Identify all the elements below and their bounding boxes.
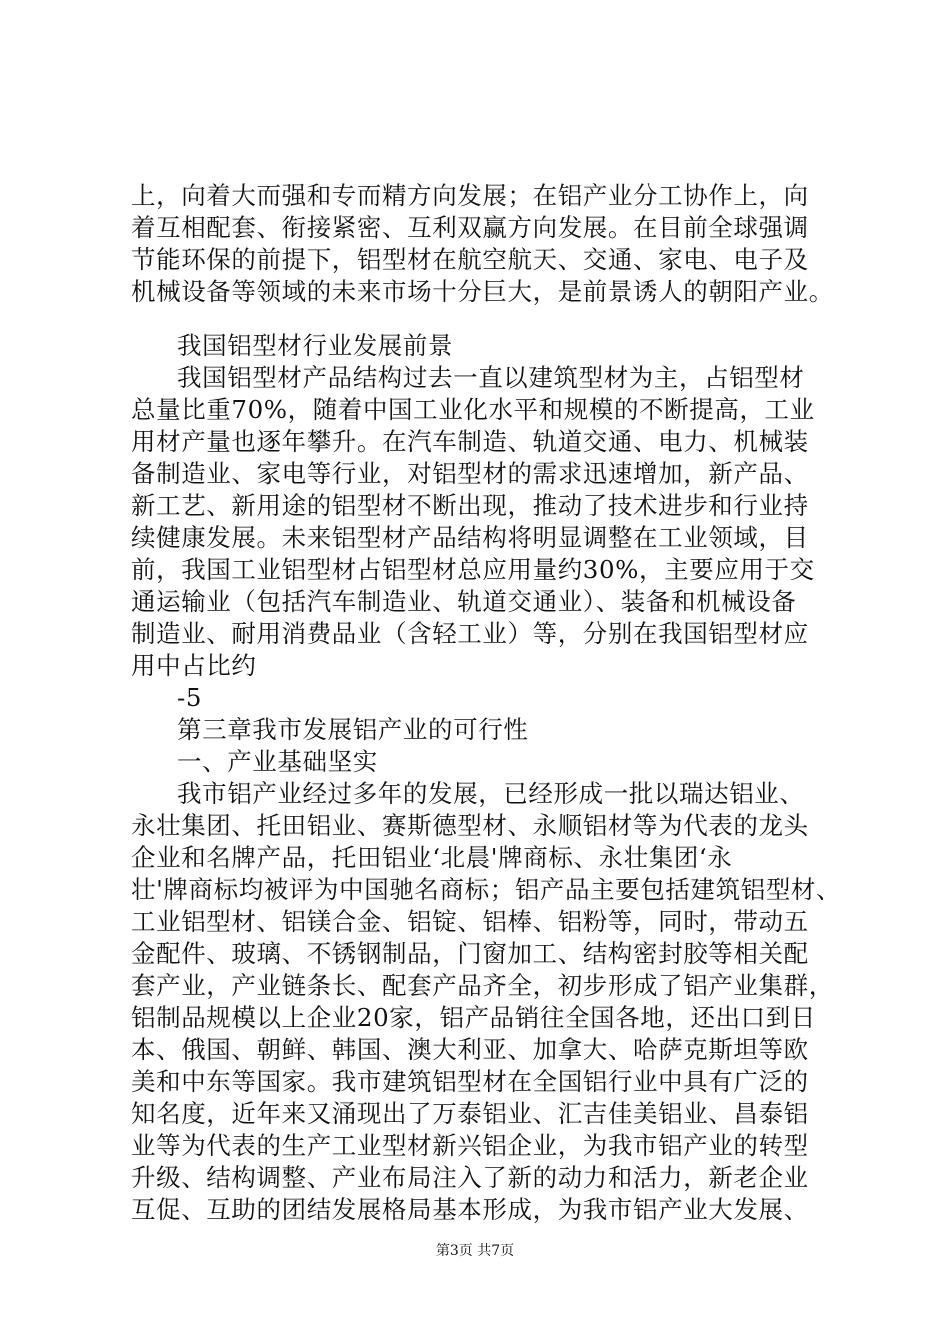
paragraph-line: 总量比重70%，随着中国工业化水平和规模的不断提高，工业 <box>131 395 815 424</box>
paragraph-line: 我市铝产业经过多年的发展，已经形成一批以瑞达铝业、 <box>177 779 805 808</box>
paragraph-line: 企业和名牌产品，托田铝业‘北晨'牌商标、永壮集团‘永 <box>131 843 733 872</box>
section-heading: 我国铝型材行业发展前景 <box>177 331 454 360</box>
paragraph-line: 本、俄国、朝鲜、韩国、澳大利亚、加拿大、哈萨克斯坦等欧 <box>131 1035 809 1064</box>
paragraph-line: 用中占比约 <box>131 651 257 680</box>
paragraph-line: 升级、结构调整、产业布局注入了新的动力和活力，新老企业 <box>131 1163 809 1192</box>
page-footer: 第3页 共7页 <box>435 1243 515 1259</box>
paragraph-line: 互促、互助的团结发展格局基本形成，为我市铝产业大发展、 <box>131 1195 809 1224</box>
body-line: 上，向着大而强和专而精方向发展；在铝产业分工协作上，向 <box>131 181 809 210</box>
body-line: 机械设备等领域的未来市场十分巨大，是前景诱人的朝阳产业。 <box>131 277 834 306</box>
paragraph-line: 知名度，近年来又涌现出了万泰铝业、汇吉佳美铝业、昌泰铝 <box>131 1099 809 1128</box>
paragraph-line: 续健康发展。未来铝型材产品结构将明显调整在工业领域，目 <box>131 523 809 552</box>
paragraph-line: 备制造业、家电等行业，对铝型材的需求迅速增加，新产品、 <box>131 459 809 488</box>
paragraph-line: 我国铝型材产品结构过去一直以建筑型材为主，占铝型材 <box>177 363 805 392</box>
paragraph-line: 通运输业（包括汽车制造业、轨道交通业）、装备和机械设备 <box>131 587 797 616</box>
paragraph-line: 套产业，产业链条长、配套产品齐全，初步形成了铝产业集群， <box>131 971 834 1000</box>
paragraph-line: 壮'牌商标均被评为中国驰名商标；铝产品主要包括建筑铝型材、 <box>131 875 842 904</box>
paragraph-line: 新工艺、新用途的铝型材不断出现，推动了技术进步和行业持 <box>131 491 809 520</box>
paragraph-line: 制造业、耐用消费品业（含轻工业）等，分别在我国铝型材应 <box>131 619 809 648</box>
paragraph-line: 金配件、玻璃、不锈钢制品，门窗加工、结构密封胶等相关配 <box>131 939 809 968</box>
paragraph-line: 永壮集团、托田铝业、赛斯德型材、永顺铝材等为代表的龙头 <box>131 811 809 840</box>
subsection-title: 一、产业基础坚实 <box>177 747 378 776</box>
paragraph-line: 美和中东等国家。我市建筑铝型材在全国铝行业中具有广泛的 <box>131 1067 809 1096</box>
paragraph-line: 用材产量也逐年攀升。在汽车制造、轨道交通、电力、机械装 <box>131 427 809 456</box>
body-line: 着互相配套、衔接紧密、互利双赢方向发展。在目前全球强调 <box>131 213 809 242</box>
paragraph-line: 工业铝型材、铝镁合金、铝锭、铝棒、铝粉等，同时，带动五 <box>131 907 809 936</box>
paragraph-line: 铝制品规模以上企业20家，铝产品销往全国各地，还出口到日 <box>131 1003 816 1032</box>
body-line: 节能环保的前提下，铝型材在航空航天、交通、家电、电子及 <box>131 245 809 274</box>
paragraph-line: 业等为代表的生产工业型材新兴铝企业，为我市铝产业的转型 <box>131 1131 809 1160</box>
chapter-title: 第三章我市发展铝产业的可行性 <box>177 715 529 744</box>
page-marker: -5 <box>177 683 203 712</box>
paragraph-line: 前，我国工业铝型材占铝型材总应用量约30%，主要应用于交 <box>131 555 815 584</box>
